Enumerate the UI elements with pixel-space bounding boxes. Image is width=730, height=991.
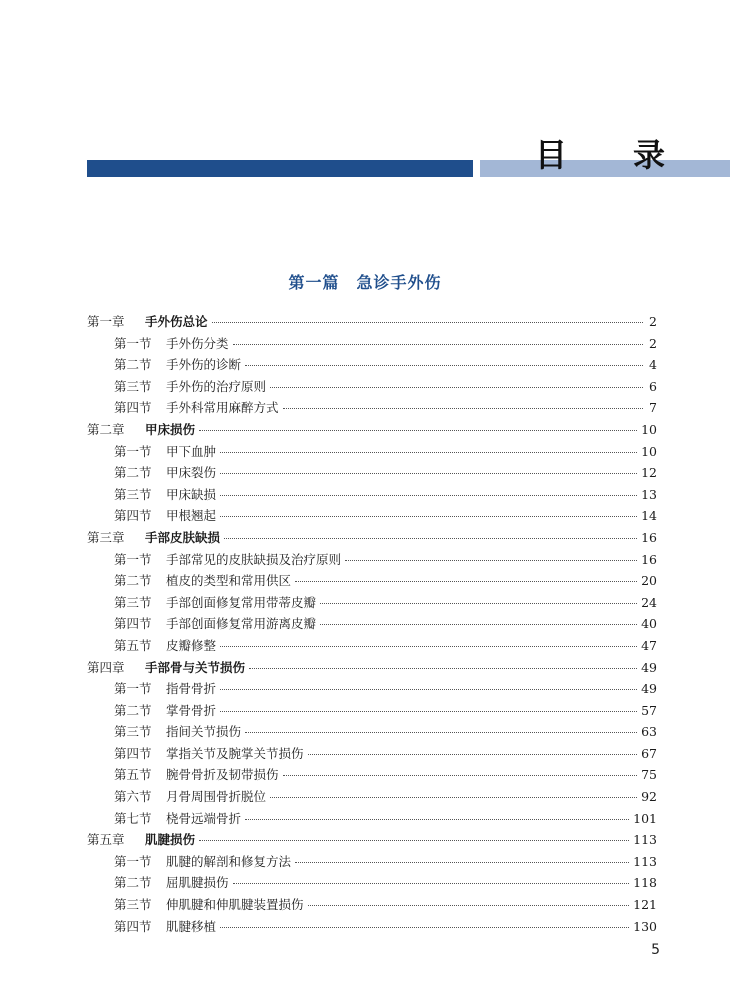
toc-entry-page: 4 — [649, 357, 657, 373]
toc-entry-title: 甲下血肿 — [166, 443, 217, 459]
toc-section-entry[interactable] — [87, 808, 657, 830]
toc-entry-number: 第一节 — [114, 443, 152, 459]
toc-section-entry[interactable] — [87, 333, 657, 355]
dot-leader — [233, 344, 643, 345]
dot-leader — [220, 495, 637, 496]
toc-section-entry[interactable] — [87, 592, 657, 614]
toc-entry-number: 第三节 — [114, 594, 152, 610]
toc-section-entry[interactable] — [87, 441, 657, 463]
toc-entry-page: 7 — [649, 400, 657, 416]
toc-entry-number: 第二节 — [114, 875, 152, 891]
toc-entry-title: 月骨周围骨折脱位 — [166, 789, 267, 805]
toc-entry-page: 13 — [641, 486, 657, 502]
toc-entry-page: 2 — [649, 314, 657, 329]
toc-entry-number: 第二节 — [114, 357, 152, 373]
toc-entry-number: 第四章 — [87, 659, 125, 675]
dot-leader — [308, 905, 630, 906]
toc-entry-page: 49 — [641, 659, 657, 675]
toc-entry-number: 第四节 — [114, 745, 152, 761]
toc-section-entry[interactable] — [87, 397, 657, 419]
toc-heading-char-1: 目 — [535, 136, 568, 174]
toc-entry-number: 第四节 — [114, 508, 152, 524]
toc-entry-number: 第二节 — [114, 702, 152, 718]
toc-heading-char-2: 录 — [632, 136, 665, 174]
toc-entry-title: 肌腱移植 — [166, 918, 217, 934]
toc-section-entry[interactable] — [87, 570, 657, 592]
toc-entry-page: 10 — [641, 421, 657, 437]
dot-leader — [283, 408, 643, 409]
toc-entry-page: 47 — [641, 637, 657, 653]
toc-entry-page: 92 — [641, 789, 657, 805]
toc-entry-page: 10 — [641, 443, 657, 459]
toc-section-entry[interactable] — [87, 721, 657, 743]
toc-entry-number: 第四节 — [114, 918, 152, 934]
toc-entry-page: 130 — [633, 918, 657, 934]
toc-entry-page: 113 — [633, 832, 657, 848]
toc-section-entry[interactable] — [87, 786, 657, 808]
dot-leader — [245, 365, 643, 366]
toc-entry-number: 第三节 — [114, 486, 152, 502]
toc-entry-number: 第三节 — [114, 724, 152, 740]
toc-entry-number: 第五章 — [87, 832, 125, 848]
toc-entry-number: 第五节 — [114, 637, 152, 653]
dot-leader — [308, 754, 638, 755]
toc-entry-page: 24 — [641, 594, 657, 610]
dot-leader — [220, 473, 637, 474]
dot-leader — [320, 624, 637, 625]
toc-entry-number: 第一节 — [114, 681, 152, 697]
toc-entry-title: 指骨骨折 — [166, 681, 217, 697]
dot-leader — [245, 819, 629, 820]
toc-section-entry[interactable] — [87, 484, 657, 506]
toc-entry-page: 14 — [641, 508, 657, 524]
toc-entry-title: 皮瓣修整 — [166, 637, 217, 653]
toc-entry-number: 第四节 — [114, 616, 152, 632]
dot-leader — [220, 516, 637, 517]
toc-section-entry[interactable] — [87, 851, 657, 873]
toc-chapter-entry[interactable] — [87, 829, 657, 851]
toc-entry-page: 49 — [641, 681, 657, 697]
toc-section-entry[interactable] — [87, 678, 657, 700]
toc-entry-title: 手外伤分类 — [166, 335, 229, 351]
toc-entry-number: 第三节 — [114, 378, 152, 394]
toc-entry-title: 手部创面修复常用带蒂皮瓣 — [166, 594, 317, 610]
toc-entry-number: 第一节 — [114, 551, 152, 567]
toc-entry-title: 甲根翘起 — [166, 508, 217, 524]
toc-entry-title: 肌腱损伤 — [145, 832, 196, 848]
toc-entry-number: 第六节 — [114, 789, 152, 805]
toc-entry-page: 12 — [641, 465, 657, 481]
toc-section-entry[interactable] — [87, 505, 657, 527]
toc-entry-title: 甲床缺损 — [166, 486, 217, 502]
toc-entry-number: 第三节 — [114, 897, 152, 913]
toc-chapter-entry[interactable] — [87, 311, 657, 333]
toc-entry-page: 57 — [641, 702, 657, 718]
toc-section-entry[interactable] — [87, 764, 657, 786]
dot-leader — [320, 603, 637, 604]
toc-entry-title: 腕骨骨折及韧带损伤 — [166, 767, 279, 783]
toc-entry-title: 手外科常用麻醉方式 — [166, 400, 279, 416]
toc-entry-title: 手外伤的诊断 — [166, 357, 242, 373]
toc-entry-number: 第一节 — [114, 335, 152, 351]
dot-leader — [212, 322, 643, 323]
toc-chapter-entry[interactable] — [87, 657, 657, 679]
toc-entry-title: 植皮的类型和常用供区 — [166, 573, 292, 589]
toc-entry-page: 121 — [633, 897, 657, 913]
dot-leader — [233, 883, 630, 884]
dot-leader — [224, 538, 637, 539]
toc-entry-title: 手部皮肤缺损 — [145, 529, 221, 545]
toc-entry-title: 指间关节损伤 — [166, 724, 242, 740]
dot-leader — [220, 927, 629, 928]
toc-entry-number: 第二章 — [87, 421, 125, 437]
toc-entry-page: 113 — [633, 853, 657, 869]
toc-entry-page: 20 — [641, 573, 657, 589]
toc-entry-page: 40 — [641, 616, 657, 632]
dot-leader — [270, 797, 637, 798]
toc-entry-title: 甲床裂伤 — [166, 465, 217, 481]
toc-entry-title: 肌腱的解剖和修复方法 — [166, 853, 292, 869]
toc-section-entry[interactable] — [87, 700, 657, 722]
toc-entry-page: 101 — [633, 810, 657, 826]
toc-entry-title: 伸肌腱和伸肌腱装置损伤 — [166, 897, 304, 913]
dot-leader — [220, 711, 637, 712]
dot-leader — [249, 668, 637, 669]
toc-entry-page: 118 — [633, 875, 657, 891]
dot-leader — [270, 387, 643, 388]
toc-entry-number: 第一节 — [114, 853, 152, 869]
toc-entry-number: 第一章 — [87, 314, 125, 329]
toc-entry-number: 第二节 — [114, 465, 152, 481]
toc-section-entry[interactable] — [87, 894, 657, 916]
dot-leader — [295, 862, 629, 863]
toc-section-entry[interactable] — [87, 635, 657, 657]
toc-section-entry[interactable] — [87, 462, 657, 484]
toc-entry-title: 屈肌腱损伤 — [166, 875, 229, 891]
toc-entry-page: 2 — [649, 335, 657, 351]
toc-entry-title: 手外伤的治疗原则 — [166, 378, 267, 394]
toc-section-entry[interactable] — [87, 613, 657, 635]
toc-heading — [535, 133, 665, 173]
toc-entry-page: 6 — [649, 378, 657, 394]
page-number: 5 — [651, 942, 660, 958]
toc-entry-page: 67 — [641, 745, 657, 761]
toc-entry-title: 桡骨远端骨折 — [166, 810, 242, 826]
header-bar-dark — [87, 160, 473, 177]
dot-leader — [199, 430, 637, 431]
toc-entry-number: 第二节 — [114, 573, 152, 589]
toc-section-entry[interactable] — [87, 376, 657, 398]
toc-section-entry[interactable] — [87, 872, 657, 894]
dot-leader — [220, 646, 637, 647]
part-title: 第一篇 急诊手外伤 — [288, 273, 442, 292]
toc-entry-page: 63 — [641, 724, 657, 740]
toc-chapter-entry[interactable] — [87, 527, 657, 549]
toc-entry-number: 第四节 — [114, 400, 152, 416]
toc-entry-page: 16 — [641, 551, 657, 567]
toc-section-entry[interactable] — [87, 916, 657, 938]
toc-entry-title: 掌指关节及腕掌关节损伤 — [166, 745, 304, 761]
dot-leader — [220, 689, 637, 690]
toc-entry-number: 第三章 — [87, 529, 125, 545]
dot-leader — [199, 840, 629, 841]
toc-entry-title: 甲床损伤 — [145, 421, 196, 437]
toc-entry-title: 手部骨与关节损伤 — [145, 659, 246, 675]
toc-entry-number: 第五节 — [114, 767, 152, 783]
dot-leader — [245, 732, 637, 733]
toc-entry-page: 16 — [641, 529, 657, 545]
toc-chapter-entry[interactable] — [87, 419, 657, 441]
toc-entry-page: 75 — [641, 767, 657, 783]
dot-leader — [220, 452, 637, 453]
toc-section-entry[interactable] — [87, 743, 657, 765]
toc-section-entry[interactable] — [87, 549, 657, 571]
dot-leader — [345, 560, 637, 561]
table-of-contents — [87, 311, 657, 937]
toc-entry-title: 手部常见的皮肤缺损及治疗原则 — [166, 551, 342, 567]
toc-entry-number: 第七节 — [114, 810, 152, 826]
dot-leader — [283, 775, 638, 776]
toc-entry-title: 手部创面修复常用游离皮瓣 — [166, 616, 317, 632]
toc-entry-title: 手外伤总论 — [145, 314, 208, 329]
toc-entry-title: 掌骨骨折 — [166, 702, 217, 718]
dot-leader — [295, 581, 637, 582]
toc-section-entry[interactable] — [87, 354, 657, 376]
